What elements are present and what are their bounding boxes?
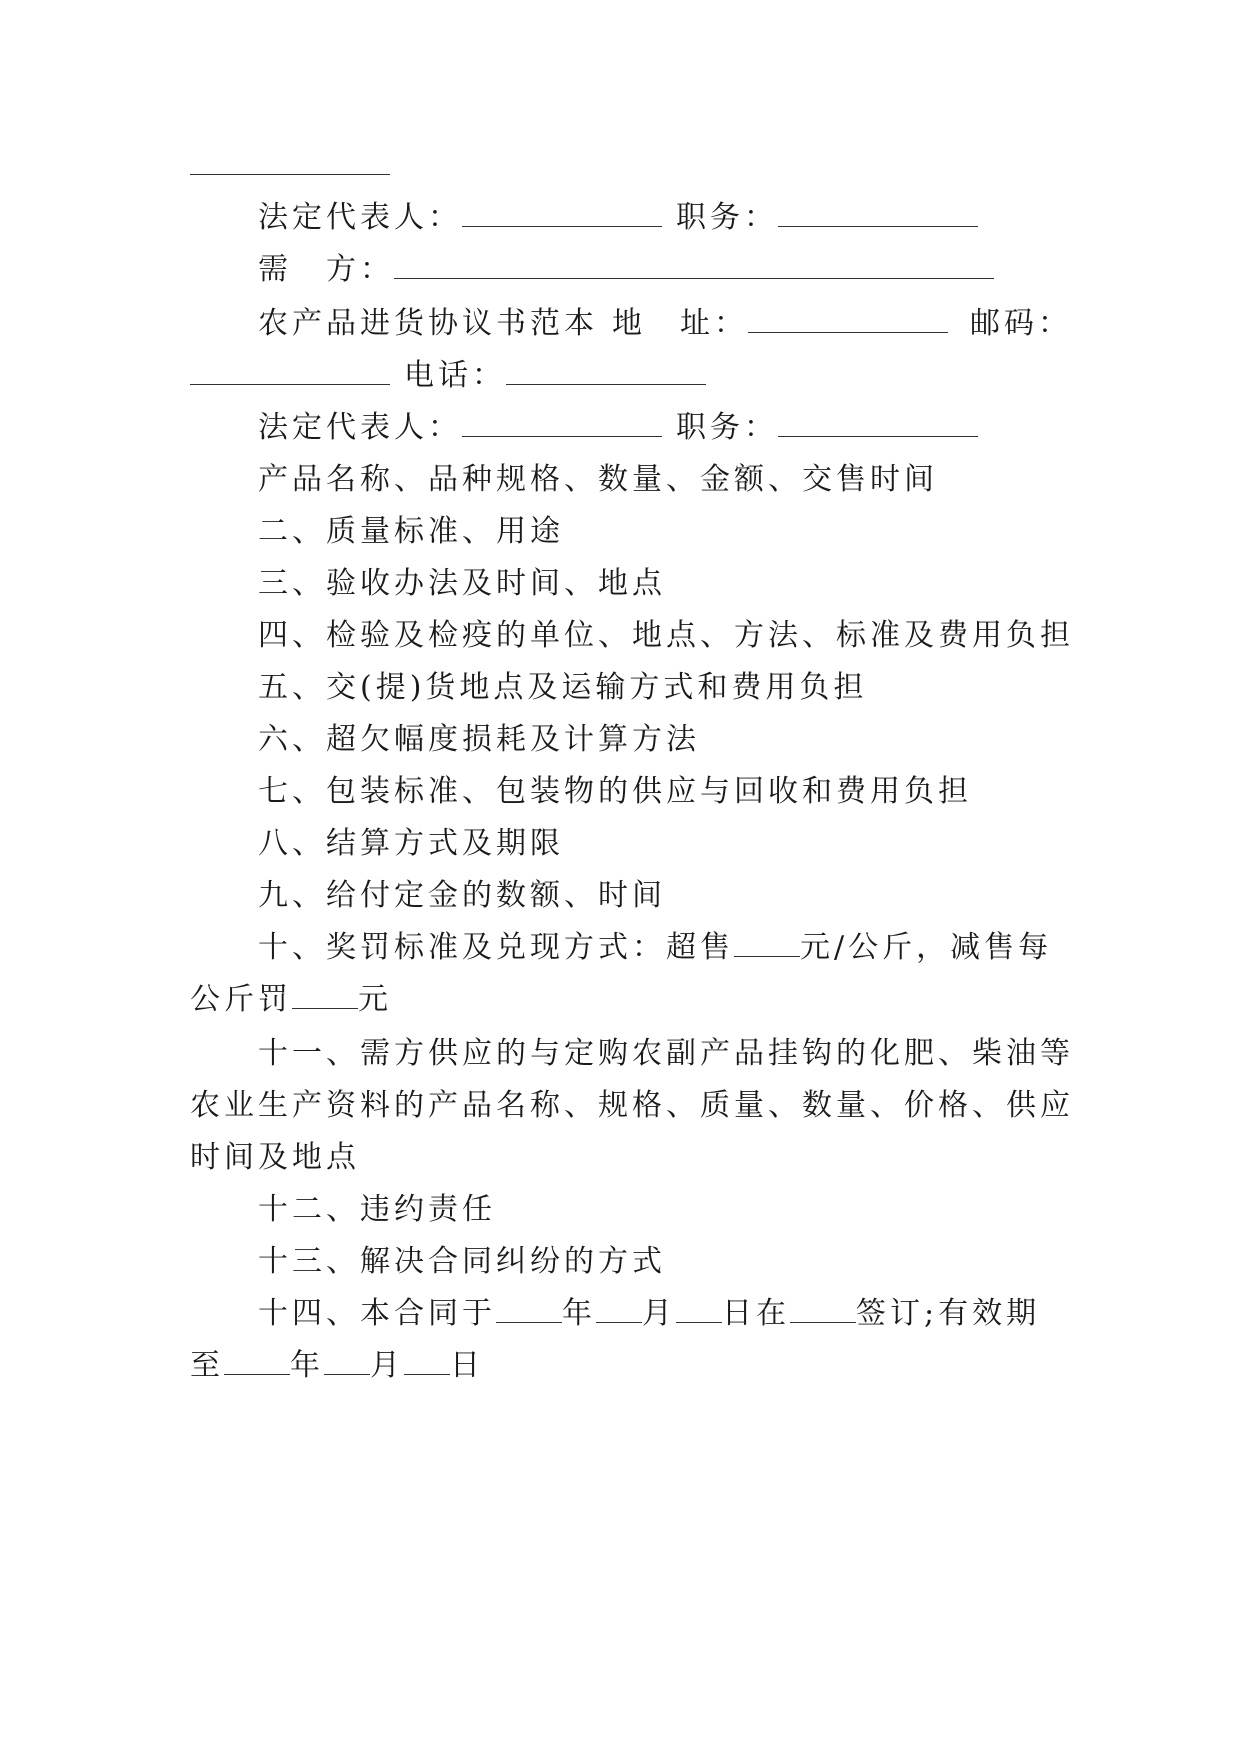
buyer-label: 需 方 [258,252,360,287]
address-row [258,304,1072,344]
to-label: 至 [190,1348,224,1383]
clause-5: 五、交(提)货地点及运输方式和费用负担 [258,670,868,705]
clause-3: 三、验收办法及时间、地点 [258,566,666,601]
top-blank-line [190,146,390,186]
clause-10-cont [190,980,392,1020]
legal-rep-row-2 [258,408,978,448]
blank [394,277,994,279]
blank [506,383,706,385]
legal-rep-row-1 [258,198,978,238]
clause-14-text-a: 十四、本合同于 [258,1296,496,1331]
blank [496,1321,562,1323]
position-label: 职务 [676,410,744,445]
clause-10-text-c: 公斤罚 [190,982,292,1017]
day-in-label: 日在 [722,1296,790,1331]
colon: ： [428,200,462,235]
blank [778,435,978,437]
colon: ： [744,200,778,235]
blank [190,173,390,175]
colon: ： [360,252,394,287]
blank [676,1321,722,1323]
year-label: 年 [290,1348,324,1383]
blank [462,225,662,227]
clause-8: 八、结算方式及期限 [258,826,564,861]
blank [734,955,800,957]
doc-title: 农产品进货协议书范本 [258,306,598,341]
colon: ： [428,410,462,445]
clause-11-line-3: 时间及地点 [190,1140,360,1175]
clause-6: 六、超欠幅度损耗及计算方法 [258,722,700,757]
clause-14 [258,1294,1040,1334]
clause-11-line-2: 农业生产资料的产品名称、规格、质量、数量、价格、供应 [190,1088,1074,1123]
buyer-row [258,250,994,290]
colon: ： [714,306,748,341]
clause-4: 四、检验及检疫的单位、地点、方法、标准及费用负担 [258,618,1074,653]
clause-12: 十二、违约责任 [258,1192,496,1227]
blank [790,1321,856,1323]
month-label: 月 [370,1348,404,1383]
blank [292,1007,358,1009]
clause-13: 十三、解决合同纠纷的方式 [258,1244,666,1279]
blank [404,1373,450,1375]
phone-row [190,356,706,396]
clause-10-text-d: 元 [358,982,392,1017]
clause-7: 七、包装标准、包装物的供应与回收和费用负担 [258,774,972,809]
blank [462,435,662,437]
year-label: 年 [562,1296,596,1331]
phone-label: 电话 [404,358,472,393]
clause-9: 九、给付定金的数额、时间 [258,878,666,913]
postcode-label: 邮码 [970,306,1038,341]
address-label: 地 址 [612,306,714,341]
clause-10 [258,928,1052,968]
clause-11-line-1: 十一、需方供应的与定购农副产品挂钩的化肥、柴油等 [258,1036,1074,1071]
legal-rep-label: 法定代表人 [258,410,428,445]
blank [748,331,948,333]
position-label: 职务 [676,200,744,235]
blank [596,1321,642,1323]
blank [324,1373,370,1375]
month-label: 月 [642,1296,676,1331]
clause-10-text-b: 元/公斤，减售每 [800,930,1053,965]
blank [224,1373,290,1375]
clause-10-text-a: 十、奖罚标准及兑现方式：超售 [258,930,734,965]
signed-label: 签订;有效期 [856,1296,1041,1331]
clause-2: 二、质量标准、用途 [258,514,564,549]
blank [190,383,390,385]
clause-1: 产品名称、品种规格、数量、金额、交售时间 [258,462,938,497]
blank [778,225,978,227]
legal-rep-label: 法定代表人 [258,200,428,235]
day-label: 日 [450,1348,484,1383]
colon: ： [744,410,778,445]
colon: ： [1038,306,1072,341]
colon: ： [472,358,506,393]
clause-14-cont [190,1346,484,1386]
